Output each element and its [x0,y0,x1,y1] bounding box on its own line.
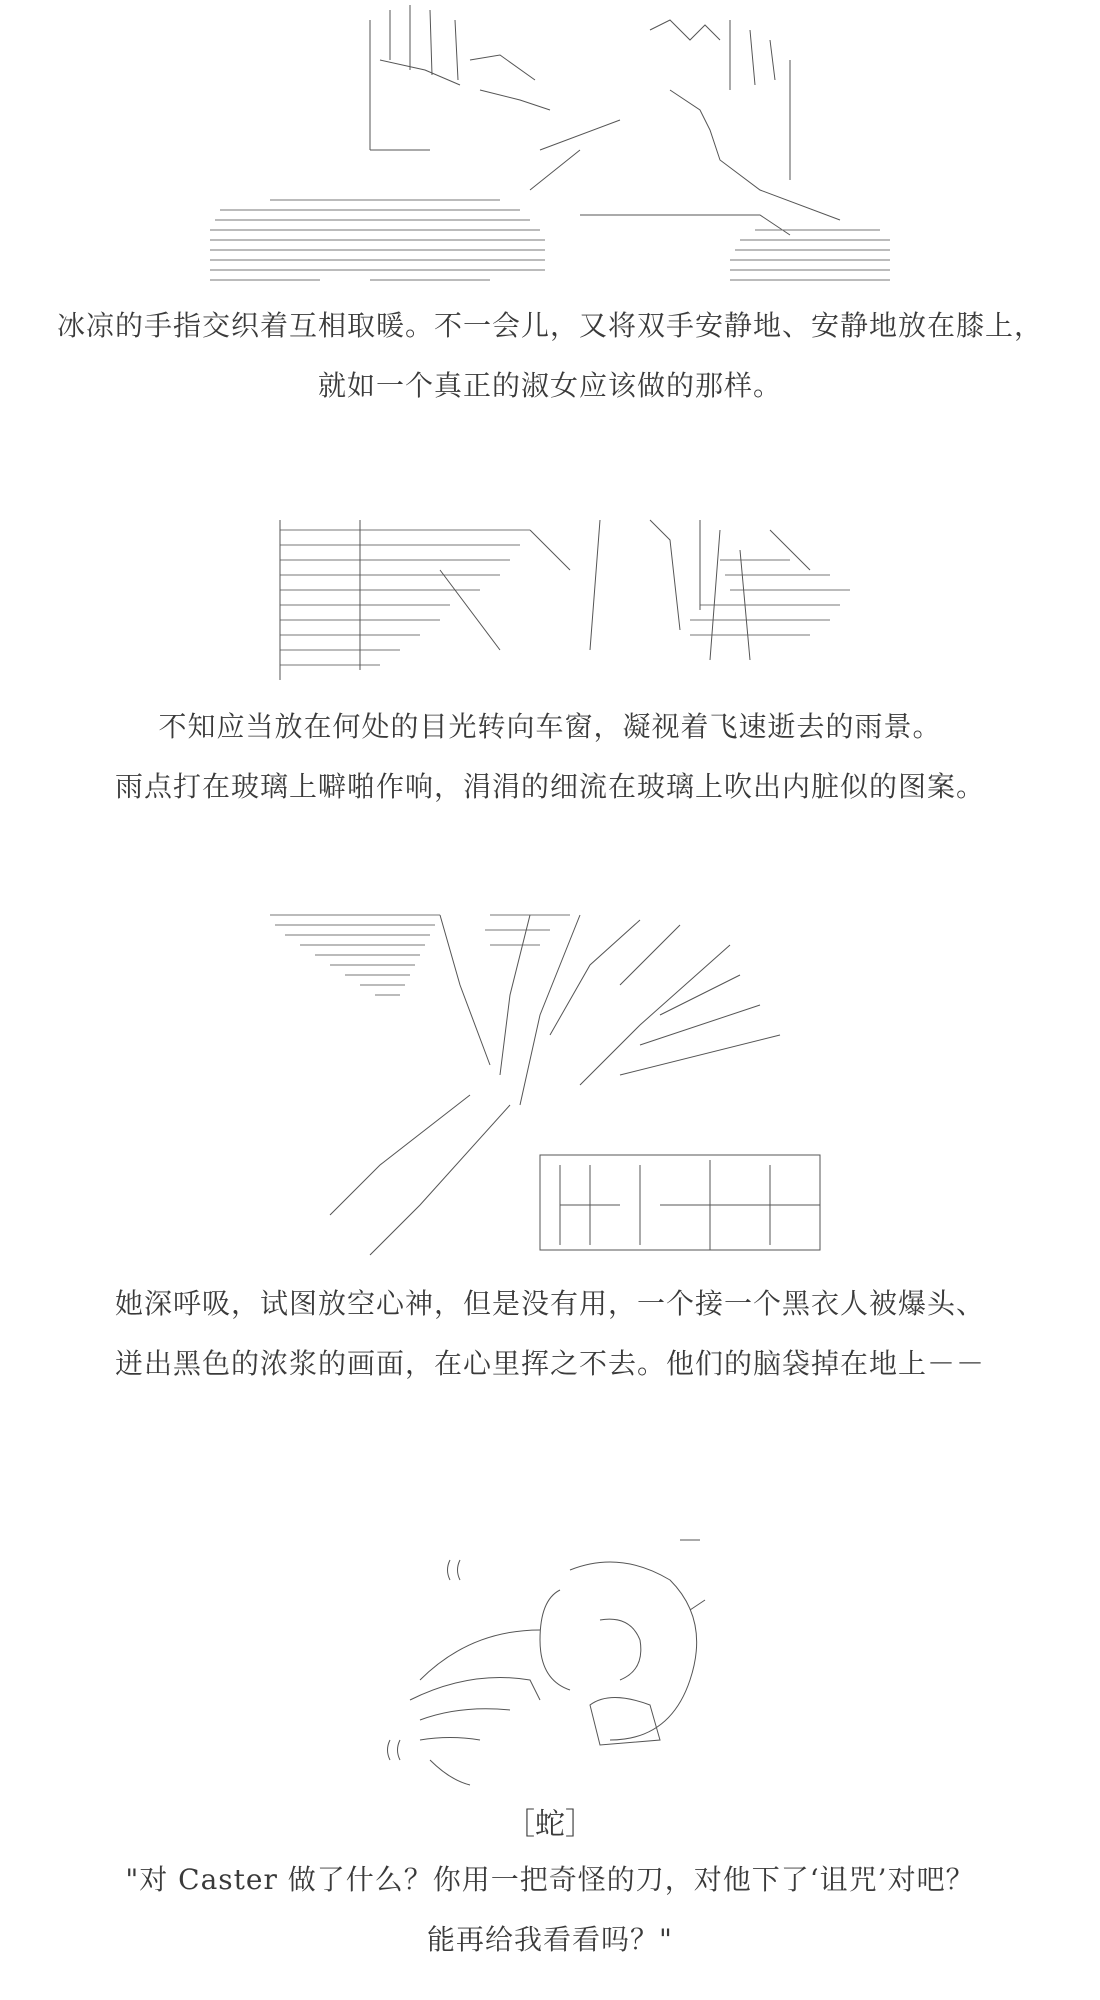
snake-ascii-art [360,1530,760,1790]
dialogue-line: "对 Caster 做了什么？你用一把奇怪的刀，对他下了‘诅咒’对吧？ [125,1863,975,1896]
narration-line: 冰凉的手指交织着互相取暖。不一会儿，又将双手安静地、安静地放在膝上， [56,309,1043,342]
narration-line: 就如一个真正的淑女应该做的那样。 [317,369,782,402]
hands-folded-on-knees-ascii-art [200,0,900,300]
narration-line: 不知应当放在何处的目光转向车窗，凝视着飞速逝去的雨景。 [158,710,942,743]
gunshot-headshot-ascii-art [260,905,840,1265]
narration-line: 她深呼吸，试图放空心神，但是没有用，一个接一个黑衣人被爆头、 [114,1287,985,1320]
speaker-label: ［蛇］ [505,1807,595,1842]
dialogue-line: 能再给我看看吗？" [427,1923,673,1956]
narration-line: 雨点打在玻璃上噼啪作响，涓涓的细流在玻璃上吹出内脏似的图案。 [114,770,985,803]
train-window-rain-ascii-art [270,510,870,690]
narration-line: 迸出黑色的浓浆的画面，在心里挥之不去。他们的脑袋掉在地上－－ [114,1347,985,1380]
